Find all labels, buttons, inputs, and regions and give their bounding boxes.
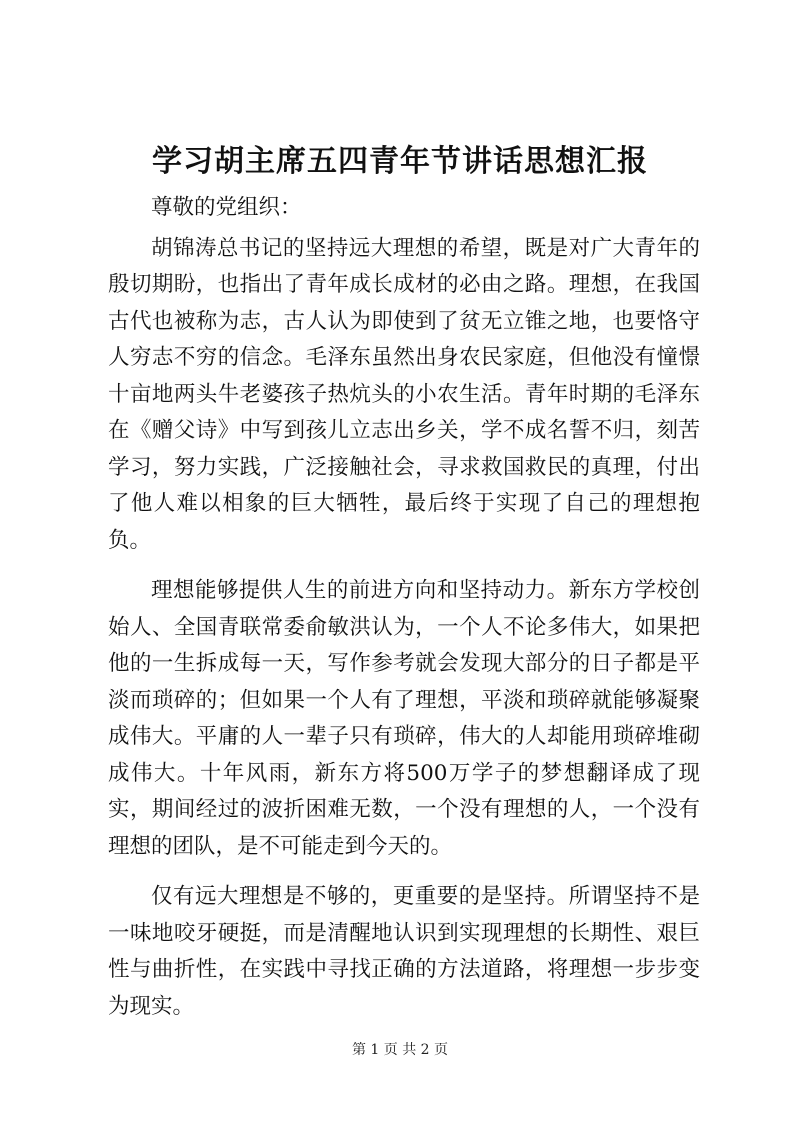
paragraph-2: 理想能够提供人生的前进方向和坚持动力。新东方学校创始人、全国青联常委俞敏洪认为，一个人不论多伟大，如果把他的一生拆成每一天，写作参考就会发现大部分的日子都是平淡而琐碎的；但如果一个人有了理想，平淡和琐碎就能够凝聚成伟大。平庸的人一辈子只有琐碎，伟大的人却能用琐碎堆砌成伟大。十年风雨，新东方将500万学子的梦想翻译成了现实，期间经过的波折困难无数，一个没有理想的人，一个没有理想的团队，是不可能走到今天的。 (108, 578, 700, 859)
page-title: 学习胡主席五四青年节讲话思想汇报 (152, 144, 648, 179)
paragraph-3: 仅有远大理想是不够的，更重要的是坚持。所谓坚持不是一味地咬牙硬挺，而是清醒地认识到实现理想的长期性、艰巨性与曲折性，在实践中寻找正确的方法道路，将理想一步步变为现实。 (108, 884, 700, 1019)
paragraph-1: 胡锦涛总书记的坚持远大理想的希望，既是对广大青年的殷切期盼，也指出了青年成长成材的必由之路。理想，在我国古代也被称为志，古人认为即使到了贫无立锥之地，也要恪守人穷志不穷的信念。毛泽东虽然出身农民家庭，但他没有憧憬十亩地两头牛老婆孩子热炕头的小农生活。青年时期的毛泽东在《赠父诗》中写到孩儿立志出乡关，学不成名誓不归，刻苦学习，努力实践，广泛接触社会，寻求救国救民的真理，付出了他人难以相象的巨大牺牲，最后终于实现了自己的理想抱负。 (108, 235, 700, 553)
document-body (108, 190, 700, 1025)
salutation: 尊敬的党组织： (151, 195, 302, 220)
page-footer: 第 1 页 共 2 页 (351, 1042, 449, 1058)
